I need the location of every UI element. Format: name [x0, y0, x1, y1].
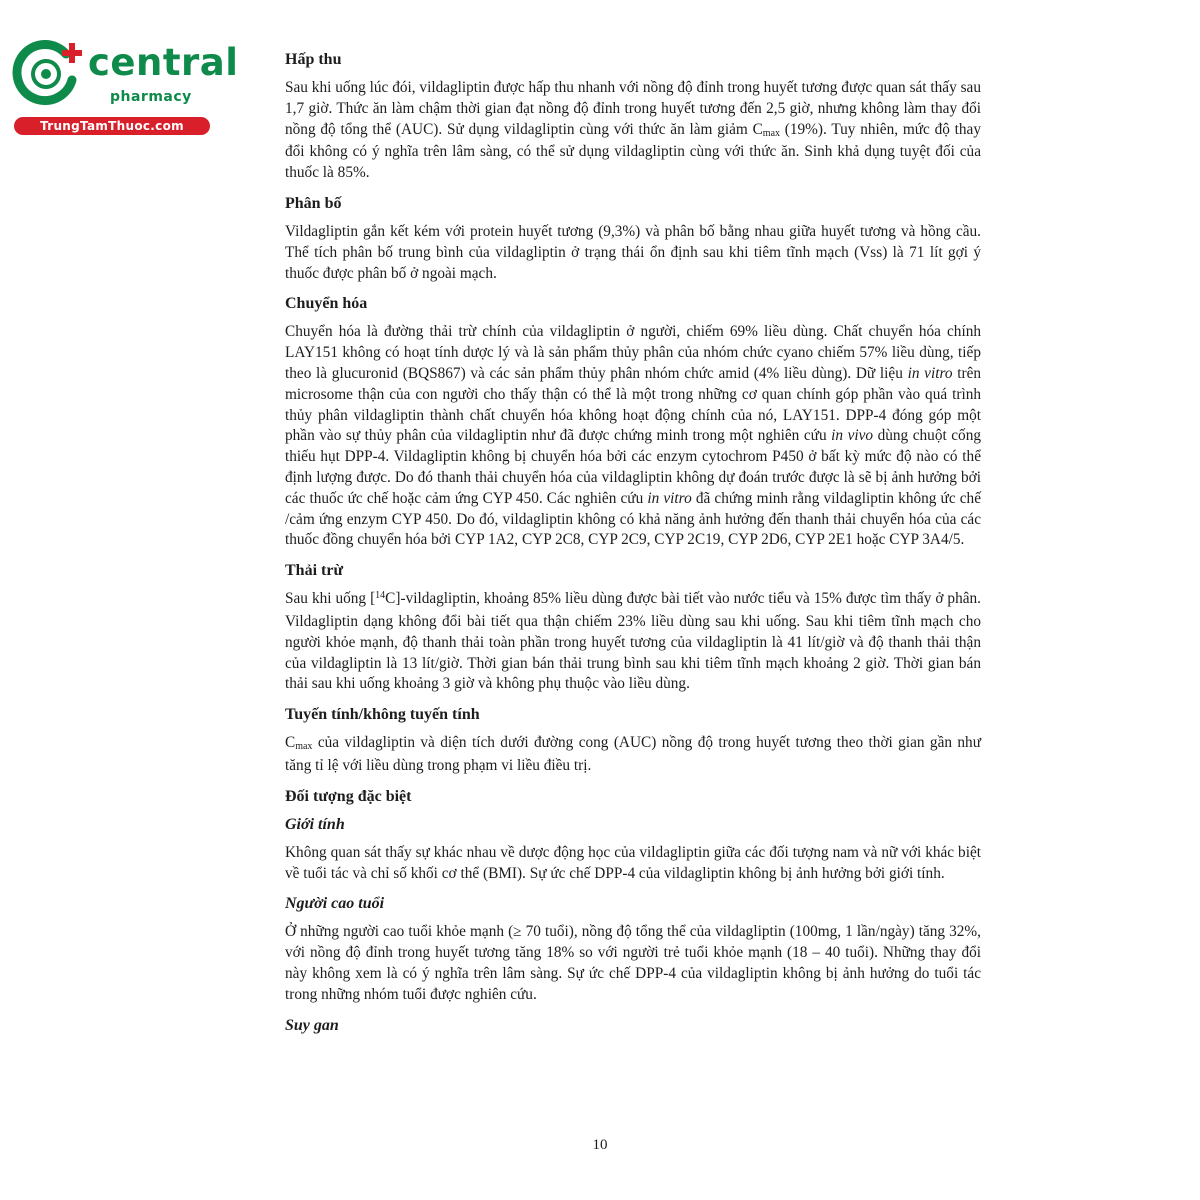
heading-phan-bo: Phân bố — [285, 194, 342, 212]
text-run: của vildagliptin và diện tích dưới đường cong (AUC) nồng độ trong huyết tương theo thời gian gần như tăng tỉ lệ với liều dùng trong phạm vi liều điều trị. — [285, 734, 981, 774]
heading-thai-tru: Thải trừ — [285, 562, 344, 580]
text-run: đã chứng minh rằng vildagliptin không ức chế /cảm ứng enzym CYP 450. Do đó, vildagliptin không có khả năng ảnh hưởng đến thanh thải chuyển hóa của các thuốc đồng chuyển hóa bởi CYP 1A2, CYP 2C8, CYP 2C9, CYP 2C19, CYP 2D6, CYP 2E1 hoặc CYP 3A4/5. — [285, 489, 981, 549]
paragraph-tuyen-tinh — [285, 733, 981, 777]
text-run: Sau khi uống lúc đói, vildagliptin được hấp thu nhanh với nồng độ đỉnh trong huyết tương được quan sát thấy sau 1,7 giờ. Thức ăn làm chậm thời gian đạt nồng độ đỉnh trong huyết tương đến 2,5 giờ, nhưng không làm thay đổi nồng độ tổng thể (AUC). Sử dụng vildagliptin cùng với thức ăn làm giảm C — [285, 79, 981, 138]
logo-sub-text: pharmacy — [110, 89, 192, 105]
subheading-nguoi-cao-tuoi: Người cao tuổi — [285, 895, 385, 913]
italic-term: in vitro — [647, 489, 692, 507]
central-pharmacy-logo — [0, 0, 239, 150]
heading-tuyen-tinh: Tuyến tính/không tuyến tính — [285, 706, 480, 724]
subheading-gioi-tinh: Giới tính — [285, 815, 345, 833]
paragraph-chuyen-hoa — [285, 322, 981, 551]
heading-chuyen-hoa: Chuyển hóa — [285, 295, 368, 313]
paragraph-hap-thu — [285, 78, 981, 184]
italic-term: in vitro — [907, 364, 953, 382]
paragraph-nguoi-cao-tuoi: Ở những người cao tuổi khỏe mạnh (≥ 70 tuổi), nồng độ tổng thể của vildagliptin (100mg, 1 lần/ngày) tăng 32%, với nồng độ đỉnh trong huyết tương tăng 18% so với người trẻ tuổi khỏe mạnh (18 – 40 tuổi). Những thay đổi này không xem là có ý nghĩa trên lâm sàng. Sự ức chế DPP-4 của vildagliptin không bị ảnh hưởng do tuổi tác trong những nhóm tuổi được nghiên cứu. — [285, 923, 981, 1003]
subscript-max: max — [295, 741, 313, 753]
heading-hap-thu: Hấp thu — [285, 51, 342, 68]
subheading-suy-gan: Suy gan — [285, 1016, 339, 1034]
subscript-max: max — [762, 127, 781, 139]
heading-doi-tuong-dac-biet: Đối tượng đặc biệt — [285, 787, 412, 805]
paragraph-gioi-tinh: Không quan sát thấy sự khác nhau về dược động học của vildagliptin giữa các đối tượng nam và nữ với khác biệt về tuổi tác và chỉ số khối cơ thể (BMI). Sự ức chế DPP-4 của vildagliptin không bị ảnh hưởng bởi giới tính. — [285, 843, 981, 882]
paragraph-phan-bo: Vildagliptin gắn kết kém với protein huyết tương (9,3%) và phân bố bằng nhau giữa huyết tương và hồng cầu. Thể tích phân bố trung bình của vildagliptin ở trạng thái ổn định sau khi tiêm tĩnh mạch (Vss) là 71 lít gợi ý thuốc được phân bố ở ngoài mạch. — [285, 222, 981, 282]
logo-site-banner: TrungTamThuoc.com — [14, 117, 210, 135]
text-run: C — [285, 734, 296, 752]
paragraph-thai-tru — [285, 589, 981, 695]
logo-brand-text: central — [88, 41, 239, 84]
text-run: Chuyển hóa là đường thải trừ chính của vildagliptin ở người, chiếm 69% liều dùng. Chất chuyển hóa chính LAY151 không có hoạt tính dược lý và là sản phẩm thủy phân của nhóm chức cyano chiếm 57% liều dùng, tiếp theo là glucuronid (BQS867) và các sản phẩm thủy phân nhóm chức amid (4% liều dùng). Dữ liệu — [285, 323, 981, 382]
text-run: (19%). Tuy nhiên, mức độ thay đổi không có ý nghĩa trên lâm sàng, có thể sử dụng vildagliptin cùng với thức ăn. Sinh khả dụng tuyệt đối của thuốc là 85%. — [285, 120, 981, 182]
text-run: C]-vildagliptin, khoảng 85% liều dùng được bài tiết vào nước tiểu và 15% được tìm thấy ở phân. Vildagliptin dạng không đổi bài tiết qua thận chiếm 23% liều dùng sau khi uống. Sau khi tiêm tĩnh mạch cho người khỏe mạnh, độ thanh thải toàn phần trong huyết tương của vildagliptin là 41 lít/giờ và độ thanh thải thận của vildagliptin là 13 lít/giờ. Thời gian bán thải trung bình sau khi tiêm tĩnh mạch khoảng 2 giờ. Thời gian bán thải sau khi uống khoảng 3 giờ và không phụ thuộc vào liều dùng. — [285, 590, 981, 693]
text-run: dùng chuột cống thiếu hụt DPP-4. Vildagliptin không bị chuyển hóa bởi các enzym cytochrom P450 ở bất kỳ mức độ nào có thể định lượng được. Do đó thanh thải chuyển hóa của vildagliptin không dự đoán trước được là sẽ bị ảnh hưởng bởi các thuốc ức chế hoặc cảm ứng CYP 450. Các nghiên cứu — [285, 427, 981, 507]
superscript-14: 14 — [375, 590, 386, 602]
text-run: trên microsome thận của con người cho thấy thận có thể là một trong những cơ quan chính góp phần vào quá trình thủy phân vildagliptin thành chất chuyển hóa không hoạt động chính của nó, LAY151. DPP-4 đóng góp một phần vào sự thủy phân của vildagliptin như đã được chứng minh trong một nghiên cứu — [285, 364, 982, 445]
page-number: 10 — [592, 1137, 608, 1153]
italic-term: in vivo — [831, 427, 874, 445]
text-run: Sau khi uống [ — [285, 590, 376, 608]
central-pharmacy-logo-icon — [8, 36, 84, 112]
document-page — [285, 50, 981, 1044]
